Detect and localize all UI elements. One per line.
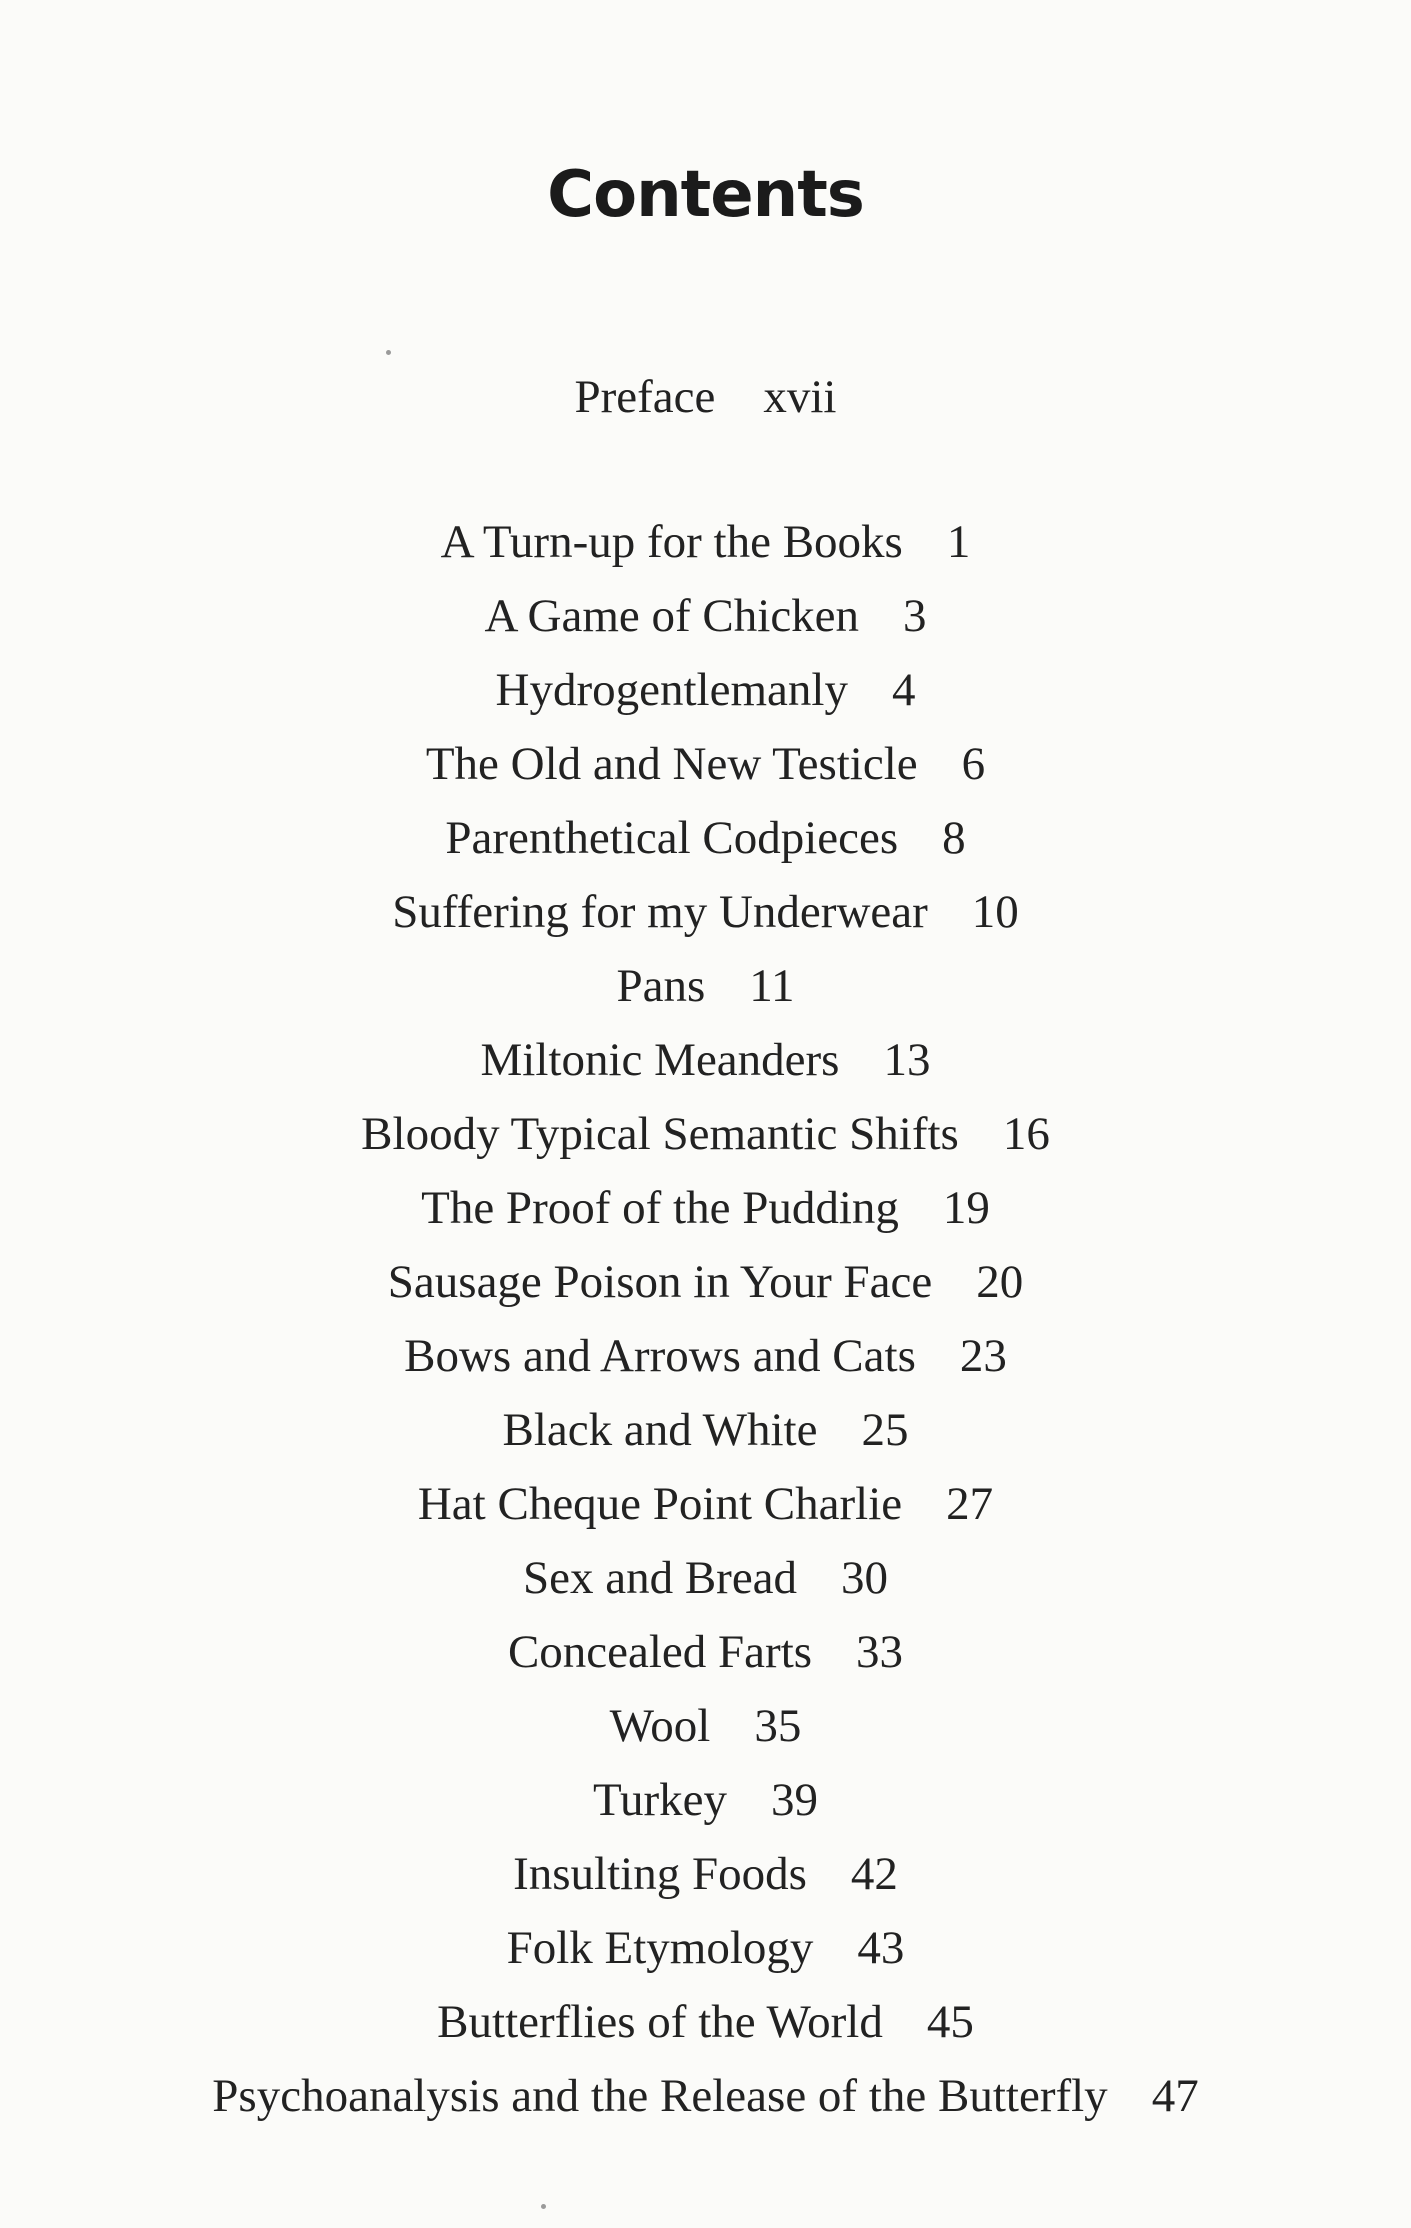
toc-entry-page: 47	[1151, 2070, 1199, 2122]
toc-entry	[0, 1911, 1411, 1985]
toc-entry-page: 23	[959, 1330, 1007, 1382]
toc-entry-title: Butterflies of the World	[437, 1996, 883, 2048]
page-title: Contents	[547, 158, 864, 232]
toc-entry-title: Bows and Arrows and Cats	[404, 1330, 916, 1382]
toc-entry-title: Insulting Foods	[513, 1848, 807, 1900]
toc-entry-title: Pans	[616, 960, 706, 1012]
toc-entry-title: Suffering for my Underwear	[392, 886, 928, 938]
toc-entry-page: xvii	[763, 371, 837, 423]
toc-entry-title: Parenthetical Codpieces	[445, 812, 899, 864]
toc-entry	[0, 1023, 1411, 1097]
toc-entry-title: Psychoanalysis and the Release of the Butterfly	[212, 2070, 1108, 2122]
toc-entry-page: 30	[841, 1552, 889, 1604]
toc-entry-title: Turkey	[592, 1774, 728, 1826]
toc-entry	[0, 1615, 1411, 1689]
toc-entry	[0, 1393, 1411, 1467]
toc-entry	[0, 1689, 1411, 1763]
toc-entry-page: 20	[976, 1256, 1024, 1308]
toc-entry-page: 3	[903, 590, 927, 642]
toc-entry-page: 16	[1002, 1108, 1050, 1160]
toc-entry	[0, 1245, 1411, 1319]
toc-entry-page: 42	[850, 1848, 898, 1900]
toc-entry-title: Preface	[574, 371, 716, 423]
toc-entry-page: 6	[961, 738, 986, 790]
toc-entry	[0, 653, 1411, 727]
toc-entry-title: Concealed Farts	[507, 1626, 813, 1678]
toc-entry-page: 8	[942, 812, 966, 864]
scan-speck	[541, 2204, 546, 2209]
toc-entry-title: Wool	[609, 1700, 711, 1752]
toc-entry	[0, 1171, 1411, 1245]
toc-entry-page: 39	[771, 1774, 819, 1826]
toc-entry-title: Folk Etymology	[506, 1922, 814, 1974]
toc-entry-title: Bloody Typical Semantic Shifts	[361, 1108, 959, 1160]
toc-entry-title: Miltonic Meanders	[480, 1034, 840, 1086]
toc-entry	[0, 2059, 1411, 2133]
toc-entry	[0, 1541, 1411, 1615]
toc-entry-page: 1	[946, 516, 971, 568]
toc-entry	[0, 1985, 1411, 2059]
toc-entry	[0, 727, 1411, 801]
toc-entry-title: Hydrogentlemanly	[495, 664, 848, 716]
toc-entry	[0, 1467, 1411, 1541]
scan-speck	[386, 350, 391, 355]
toc-entry	[0, 875, 1411, 949]
toc-entry-page: 19	[942, 1182, 990, 1234]
toc-entry-title: Hat Cheque Point Charlie	[417, 1478, 903, 1530]
toc-entry	[0, 579, 1411, 653]
toc-entry	[0, 1097, 1411, 1171]
table-of-contents	[0, 505, 1411, 2133]
toc-entry-preface	[0, 370, 1411, 424]
toc-entry-page: 4	[891, 664, 916, 716]
toc-entry	[0, 505, 1411, 579]
toc-entry-page: 43	[857, 1922, 905, 1974]
toc-entry	[0, 801, 1411, 875]
toc-entry-page: 25	[861, 1404, 909, 1456]
toc-entry-page: 33	[856, 1626, 904, 1678]
toc-entry-title: The Proof of the Pudding	[421, 1182, 899, 1234]
toc-entry	[0, 949, 1411, 1023]
toc-entry-title: Sausage Poison in Your Face	[387, 1256, 933, 1308]
toc-entry-title: Sex and Bread	[522, 1552, 798, 1604]
toc-entry	[0, 1319, 1411, 1393]
toc-entry-page: 13	[883, 1034, 931, 1086]
toc-entry-title: A Turn-up for the Books	[440, 516, 903, 568]
toc-entry	[0, 1763, 1411, 1837]
toc-entry	[0, 1837, 1411, 1911]
toc-entry-page: 27	[946, 1478, 994, 1530]
toc-entry-page: 35	[754, 1700, 802, 1752]
toc-entry-page: 10	[971, 886, 1019, 938]
toc-entry-page: 11	[749, 960, 795, 1012]
toc-entry-title: A Game of Chicken	[484, 590, 860, 642]
toc-entry-title: The Old and New Testicle	[425, 738, 918, 790]
toc-entry-title: Black and White	[502, 1404, 818, 1456]
toc-entry-page: 45	[926, 1996, 974, 2048]
